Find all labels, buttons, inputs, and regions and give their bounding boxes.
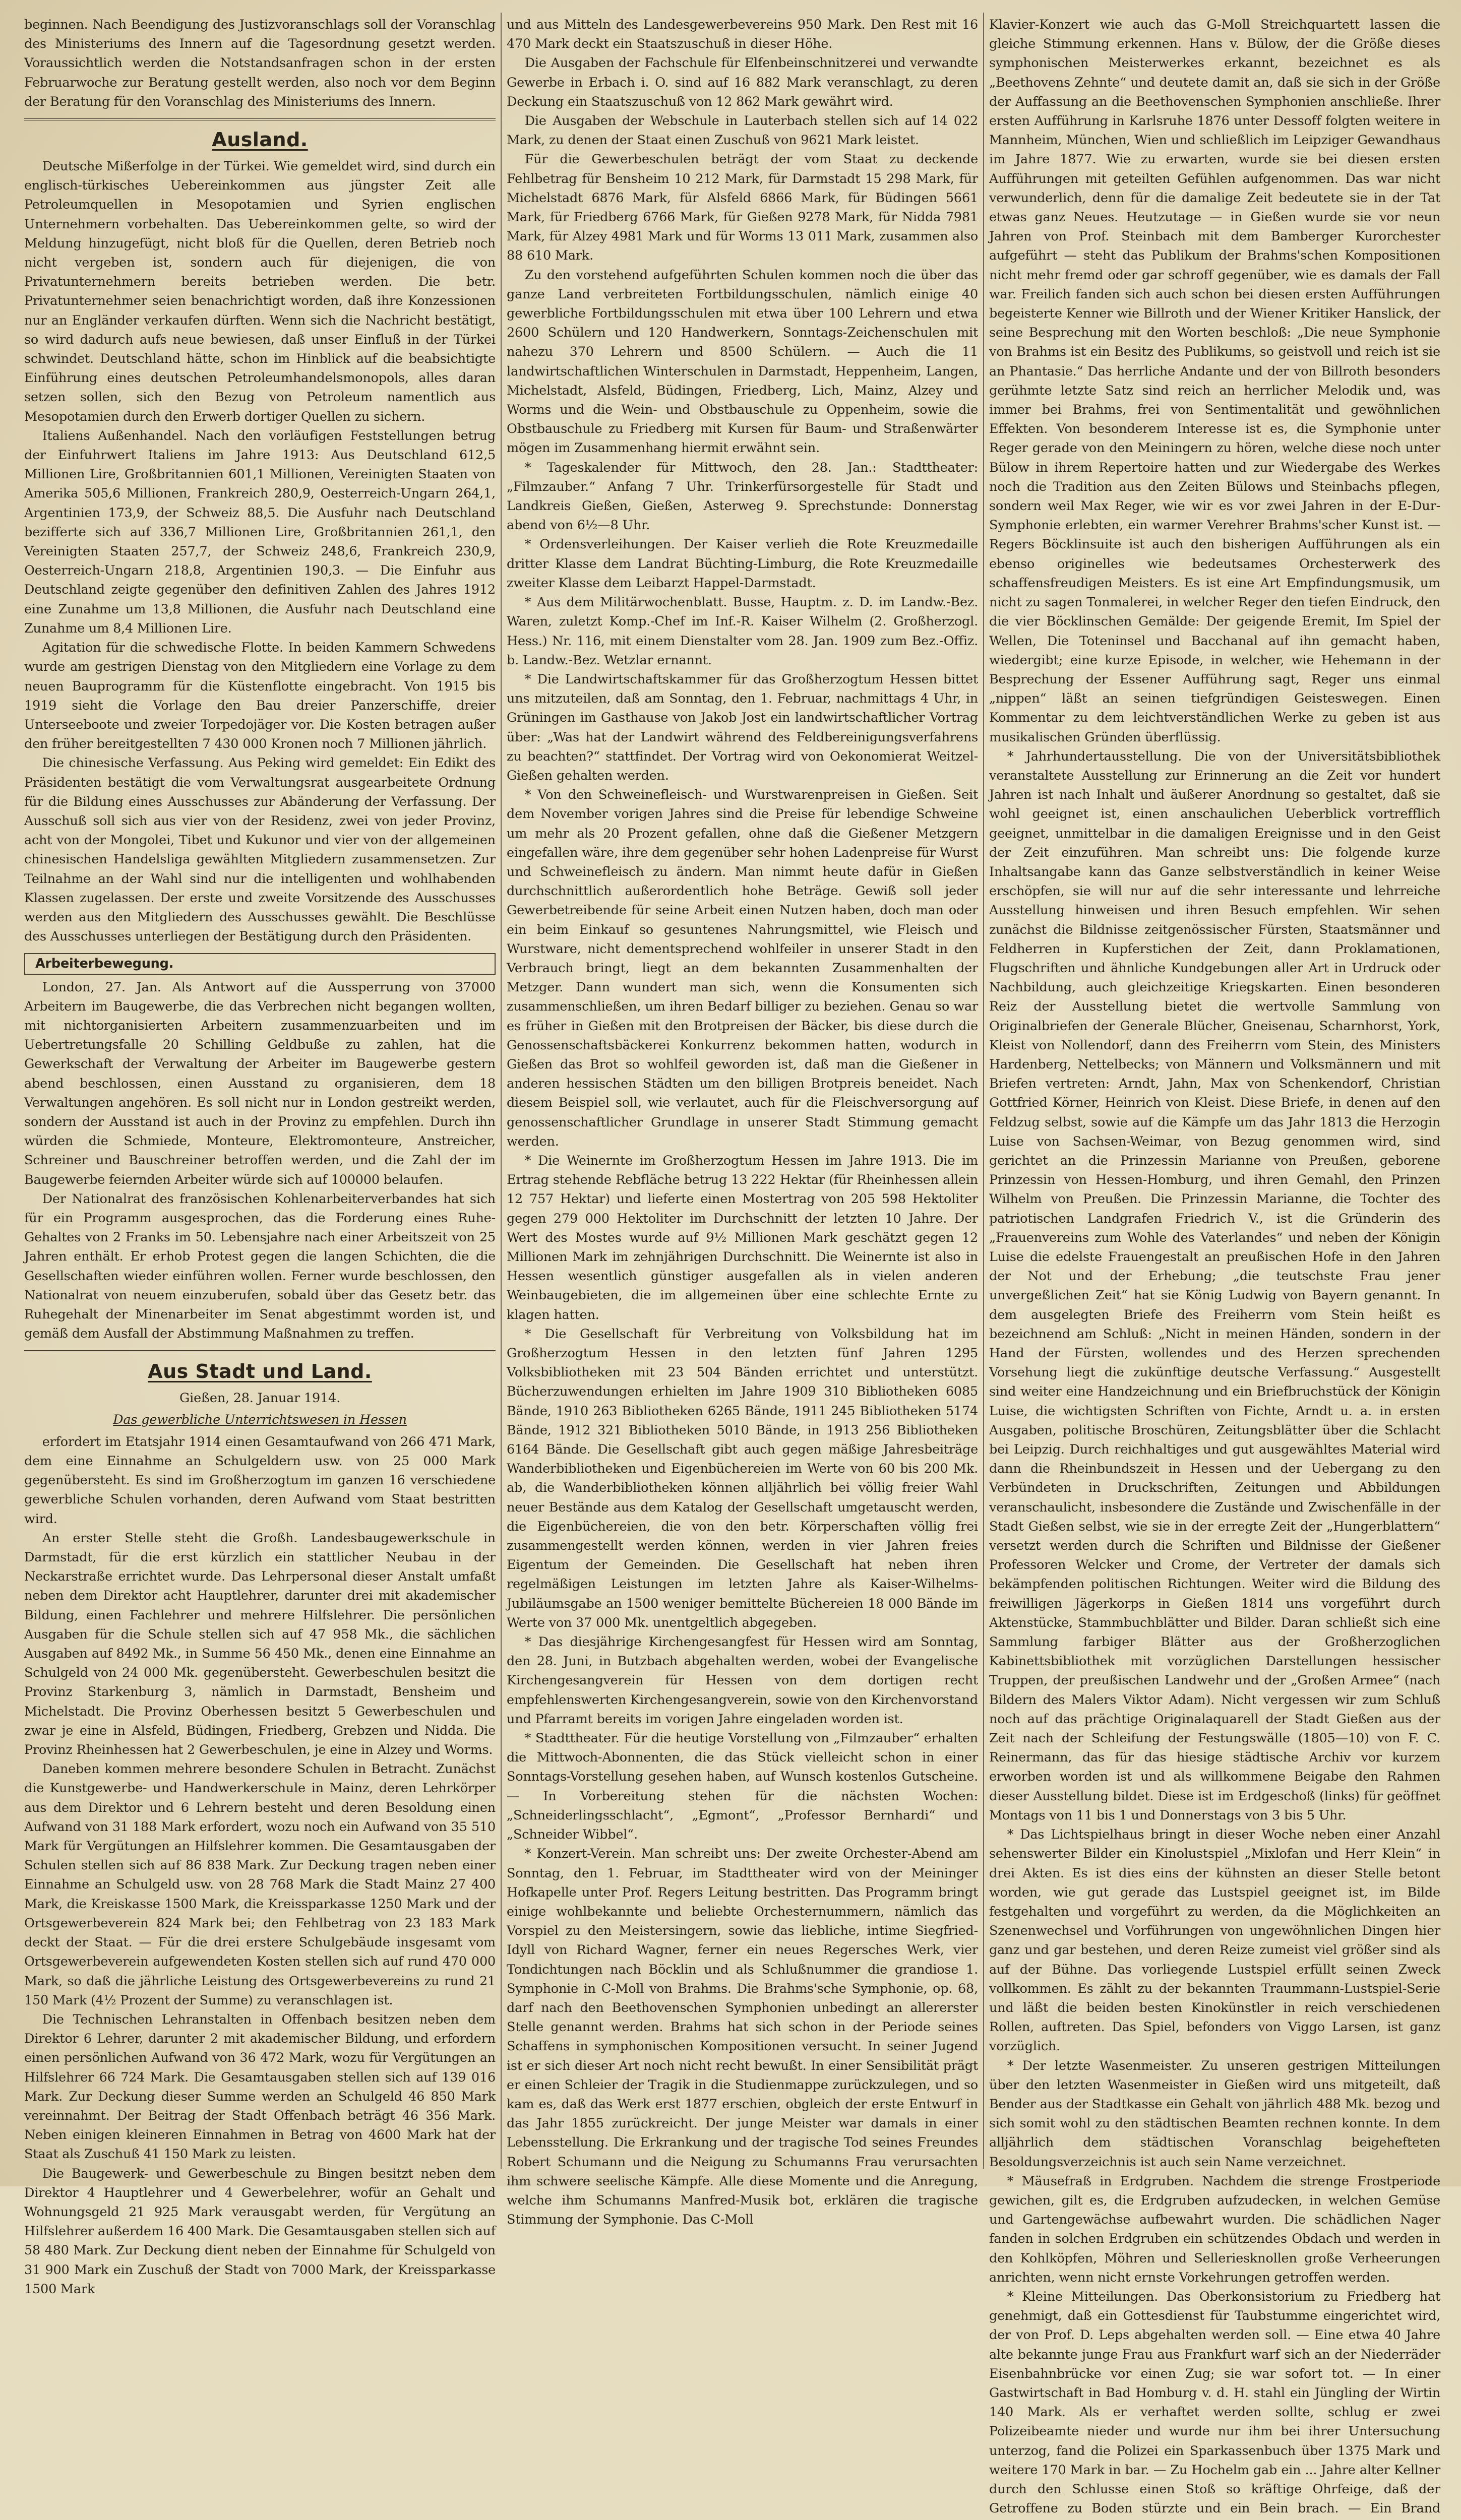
news-item: * Konzert-Verein. Man schreibt uns: Der zweite Orchester-Abend am Sonntag, den 1. Februar, im Stadttheater wird von der Meininger Hofkapelle unter Prof. Regers Leitung bestritten. Das Programm bringt einige wohlbekannte und beliebte Orchesternummern, nämlich das Vorspiel zu den Meistersingern, sowie das liebliche, intime Siegfried-Idyll von Richard Wagner, ferner ein neues Regersches Werk, vier Tondichtungen nach Böcklin und als Schlußnummer die grandiose 1. Symphonie in C-Moll von Brahms. Die Brahms'sche Symphonie, op. 68, darf nach den Beethovenschen Symphonien unbedingt an allererster Stelle genannt werden. Brahms hat sich schon in der Periode seines Schaffens in symphonischen Kompositionen versucht. In seiner Jugend ist er sich dieser Art noch nicht recht bewußt. In einer Sensibilität prägt er einen Schleier der Tragik in die Studienmappe zurückzulegen, und so kam es, daß das Werk erst 1877 erschien, obgleich der erste Entwurf in das Jahr 1855 zurückreicht. Der junge Meister war damals in einer Lebensstellung. Die Erkrankung und der tragische Tod seines Freundes Robert Schumann und die Neigung zu Schumanns Frau verursachten ihm schwere seelische Kämpfe. Alle diese Momente und die Anregung, welche ihm Schumanns Manfred-Musik bot, erklären die tragische Stimmung der Symphonie. Das C-Moll (507, 1846, 978, 2228)
article-text: beginnen. Nach Beendigung des Justizvoranschlags soll der Voranschlag des Ministeriums des Innern auf die Tagesordnung gesetzt werden. Voraussichtlich werden die Notstandsanfragen schon in der ersten Februarwoche zur Beratung gestellt werden, also noch vor dem Beginn der Beratung für den Voranschlag des Ministeriums des Innern. (24, 17, 496, 109)
news-item: * Die Weinernte im Großherzogtum Hessen im Jahre 1913. Die im Ertrag stehende Rebfläche betrug 13 222 Hektar (für Rheinhessen allein 12 757 Hektar) und lieferte einen Mostertrag von 205 598 Hektoliter gegen 279 000 Hektoliter im Durchschnitt der letzten 10 Jahre. Der Wert des Mostes wurde auf 9½ Millionen Mark geschätzt gegen 12 Millionen Mark im zehnjährigen Durchschnitt. Die Weinernte ist also in Hessen wesentlich günstiger ausgefallen als in vielen anderen Weinbaugebieten, die im allgemeinen über eine schlechte Ernte zu klagen hatten. (507, 1153, 978, 1322)
article-text: Für die Gewerbeschulen beträgt der vom Staat zu deckende Fehlbetrag für Bensheim 10 212 Mark, für Darmstadt 15 298 Mark, für Michelstadt 6876 Mark, für Alsfeld 6866 Mark, für Büdingen 5661 Mark, für Friedberg 6766 Mark, für Gießen 9278 Mark, für Nidda 7981 Mark, für Alzey 4981 Mark und für Worms 13 011 Mark, zusammen also 88 610 Mark. (507, 152, 978, 264)
dateline: Gießen, 28. Januar 1914. (179, 1391, 340, 1406)
news-item: * Jahrhundertausstellung. Die von der Universitätsbibliothek veranstaltete Ausstellung zur Erinnerung an die Zeit vor hundert Jahren ist nach Inhalt und äußerer Anordnung so gestaltet, daß sie wohl geeignet ist, einen anschaulichen Ueberblick vortrefflich geeignet, unmittelbar in die damaligen Ereignisse und in den Geist der Zeit einzuführen. Man schreibt uns: Die folgende kurze Inhaltsangabe kann das Ganze selbstverständlich in keiner Weise erschöpfen, sie will nur auf die sehr interessante und lehrreiche Ausstellung hinweisen und ihren Besuch empfehlen. Wir sehen zunächst die Bildnisse zeitgenössischer Fürsten, Staatsmänner und Feldherren in Kupferstichen der Zeit, dann Proklamationen, Flugschriften und ähnliche Kundgebungen aller Art in Urdruck oder Nachbildung, auch gleichzeitige Kriegskarten. Einen besonderen Reiz der Ausstellung bietet die wertvolle Sammlung von Originalbriefen der Generale Blücher, Gneisenau, Scharnhorst, York, Kleist von Nollendorf, dann des Freiherrn vom Stein, des Ministers Hardenberg, Nettelbecks; von Männern und Volksmännern und mit Briefen vertreten: Arndt, Jahn, Max von Schenkendorf, Christian Gottfried Körner, Heinrich von Kleist. Diese Briefe, in denen auf den Feldzug selbst, sowie auf die Kämpfe um das Jahr 1813 die Herzogin Luise von Sachsen-Weimar, von Bezug genommen wird, sind gerichtet an die Prinzessin Marianne von Preußen, geborene Prinzessin von Hessen-Homburg, und ihren Gemahl, den Prinzen Wilhelm von Preußen. Die Prinzessin Marianne, die Tochter des patriotischen Landgrafen Friedrich V., ist die Gründerin des „Frauenvereins zum Wohle des Vaterlandes“ und neben der Königin Luise die edelste Frauengestalt an preußischen Hofe in den Jahren der Not und der Erhebung; „die teutschste Frau jener unvergeßlichen Zeit“ hat sie König Ludwig von Bayern genannt. In dem ausgelegten Briefe des Freiherrn vom Stein heißt es bezeichnend am Schluß: „Nicht in meinen Händen, sondern in der Hand der Fürsten, wollendes und des Herzen sprechenden Vorsehung liegt die zukünftige deutsche Verfassung.“ Ausgestellt sind weiter eine Handzeichnung und ein Briefbruchstück der Königin Luise, die wichtigsten Schriften von Fichte, Arndt u. a. in ersten Ausgaben, politische Broschüren, Zeitungsblätter über die Schlacht bei Leipzig. Durch reichhaltiges und gut ausgewähltes Material wird dann die Rheinbundszeit in Hessen und der Uebergang zu den Verbündeten in Druckschriften, Zeitungen und Abbildungen veranschaulicht, insbesondere die Zustände und Zwischenfälle in der Stadt Gießen selbst, wie sie in der erregte Zeit der „Hungerblattern“ versetzt werden durch die Schriften und Bildnisse der Gießener Professoren Welcker und Crome, der Vertreter der damals sich bekämpfenden politischen Richtungen. Weiter wird die Bildung des freiwilligen Jägerkorps in Gießen 1814 uns vorgeführt durch Aktenstücke, Stammbuchblätter und Bilder. Daran schließt sich eine Sammlung farbiger Blätter aus der Großherzoglichen Kabinettsbibliothek mit vorzüglichen Darstellungen hessischer Truppen, der preußischen Landwehr und der „Großen Armee“ (nach Bildern des Malers Viktor Adam). Nicht vergessen wir zum Schluß noch auf das prächtige Originalaquarell der Stadt Gießen aus der Zeit nach der Schleifung der Festungswälle (1805—10) von F. C. Reinermann, das für das hiesige städtische Archiv vor kurzem erworben worden ist und als willkommene Beigabe den Rahmen dieser Ausstellung bildet. Diese ist im Erdgeschoß (links) für geöffnet Montags von 11 bis 1 und Donnerstags von 3 bis 5 Uhr. (989, 748, 1440, 1823)
article-text: Deutsche Mißerfolge in der Türkei. Wie gemeldet wird, sind durch ein englisch-türkisches Uebereinkommen aus jüngster Zeit alle Petroleumquellen in Mesopotamien und Syrien englischen Unternehmern vorbehalten. Das Uebereinkommen gelte, so wird der Meldung hinzugefügt, nicht bloß für die Quellen, deren Betrieb noch nicht vergeben ist, sondern auch für diejenigen, die von Privatunternehmern bereits betrieben werden. Die betr. Privatunternehmer seien benachrichtigt worden, daß ihre Konzessionen nur an Engländer verkaufen dürften. Wenn sich die Nachricht bestätigt, so wird dadurch aufs neue bewiesen, daß unser Einfluß in der Türkei schwindet. Deutschland hätte, schon im Hinblick auf die beabsichtigte Einführung eines deutschen Petroleumhandelsmonopols, alles daran setzen sollen, sich den Bezug von Petroleum namentlich aus Mesopotamien durch den Erwerb dortiger Quellen zu sichern. (24, 159, 496, 424)
news-item: * Stadttheater. Für die heutige Vorstellung von „Filmzauber“ erhalten die Mittwoch-Abonnenten, die das Stück vielleicht schon in einer Sonntags-Vorstellung gesehen haben, auf Wunsch kostenlos Gutscheine. — In Vorbereitung stehen für die nächsten Wochen: „Schneiderlingsschlacht“, „Egmont“, „Professor Bernhardi“ und „Schneider Wibbel“. (507, 1731, 978, 1843)
column-2 (507, 15, 978, 2228)
news-item: * Die Gesellschaft für Verbreitung von Volksbildung hat im Großherzogtum Hessen in den letzten fünf Jahren 1295 Volksbibliotheken mit 23 504 Bänden errichtet und unterstützt. Bücherzuwendungen erhielten im Jahre 1909 310 Bibliotheken 6085 Bände, 1910 263 Bibliotheken 6265 Bände, 1911 245 Bibliotheken 5174 Bände, 1912 321 Bibliotheken 5010 Bände, in 1913 256 Bibliotheken 6164 Bände. Die Gesellschaft gibt auch gegen mäßige Jahresbeiträge Wanderbibliotheken und Eigenbüchereien im Werte von 60 bis 200 Mk. ab, die Wanderbibliotheken können alljährlich bei völlig freier Wahl neuer Bestände aus dem Katalog der Gesellschaft umgetauscht werden, die Eigenbüchereien, die von den betr. Körperschaften völlig frei zusammengestellt werden können, werden in vier Jahren freies Eigentum der Gemeinden. Die Gesellschaft hat neben ihren regelmäßigen Leistungen im letzten Jahre als Kaiser-Wilhelms-Jubiläumsgabe an 1500 weniger bemittelte Büchereien 18 000 Bände im Werte von 37 000 Mk. unentgeltlich abgegeben. (507, 1326, 978, 1630)
section-heading-stadt-und-land: Aus Stadt und Land. (148, 1360, 372, 1383)
news-item: * Ordensverleihungen. Der Kaiser verlieh die Rote Kreuzmedaille dritter Klasse dem Landrat Büchting-Limburg, die Rote Kreuzmedaille zweiter Klasse dem Leibarzt Happel-Darmstadt. (507, 537, 978, 591)
article-text: und aus Mitteln des Landesgewerbevereins 950 Mark. Den Rest mit 16 470 Mark deckt ein Staatszuschuß in dieser Höhe. (507, 17, 978, 52)
article-text: Die Ausgaben der Fachschule für Elfenbeinschnitzerei und verwandte Gewerbe in Erbach i. O. sind auf 16 882 Mark veranschlagt, zu deren Deckung ein Staatszuschuß von 12 862 Mark gewährt wird. (507, 55, 978, 109)
news-item: * Von den Schweinefleisch- und Wurstwarenpreisen in Gießen. Seit dem November vorigen Jahres sind die Preise für lebendige Schweine um mehr als 20 Prozent gefallen, ohne daß die Gießener Metzgern eingefallen wäre, ihre dem gegenüber sehr hohen Ladenpreise für Wurst und Schweinefleisch zu ändern. Man nimmt heute dafür in Gießen durchschnittlich außerordentlich hohe Beträge. Gewiß soll jeder Gewerbetreibende für seine Arbeit einen Nutzen haben, doch man oder ein beim Einkauf so gesuntenes Nahrungsmittel, wie Fleisch und Wurstware, nicht dementsprechend wohlfeiler in unserer Stadt in den Verbrauch bringt, liegt an dem bekannten Zusammenhalten der Metzger. Dann wundert man sich, wenn die Konsumenten sich zusammenschließen, um ihren Bedarf billiger zu beziehen. Genau so war es früher in Gießen mit den Brotpreisen der Bäcker, bis diese durch die Genossenschaftsbäckerei Konkurrenz bekommen hatten, wodurch in Gießen das Brot so wohlfeil geworden ist, daß man die Gießener in anderen hessischen Städten um den billigen Brotpreis beneidet. Nach diesem Beispiel soll, wie verlautet, auch für die Fleischversorgung auf genossenschaftlicher Grundlage in unserer Stadt Stimmung gemacht werden. (507, 787, 978, 1149)
article-text: London, 27. Jan. Als Antwort auf die Aussperrung von 37000 Arbeitern im Baugewerbe, die das Verbrechen nicht begangen wollten, mit nichtorganisierten Arbeitern zusammenzuarbeiten und im Uebertretungsfalle 20 Schilling Geldbuße zu zahlen, hat die Gewerkschaft der Verwaltung der Arbeiter im Baugewerbe gestern abend beschlossen, einen Ausstand zu organisieren, dem 18 Verwaltungen angehören. Es soll nicht nur in London gestreikt werden, sondern der Ausstand ist auch in der Provinz zu empfehlen. Durch ihn würden die Schmiede, Monteure, Elektromonteure, Anstreicher, Schreiner und Bauschreiner betroffen werden, und die Zahl der im Baugewerbe feiernden Arbeiter würde sich auf 100000 belaufen. (24, 979, 496, 1187)
article-text: Die Ausgaben der Webschule in Lauterbach stellen sich auf 14 022 Mark, zu denen der Staat einen Zuschuß von 9621 Mark leistet. (507, 113, 978, 148)
article-text: Der Nationalrat des französischen Kohlenarbeiterverbandes hat sich für ein Programm ausgesprochen, das die Forderung eines Ruhe-Gehaltes von 2 Franks im 50. Lebensjahre nach einer Arbeitszeit von 25 Jahren enthält. Er erhob Protest gegen die langen Schichten, die die Gesellschaften wieder einführen wollen. Ferner wurde beschlossen, den Nationalrat von neuem einzuberufen, sobald über das Gesetz betr. das Ruhegehalt der Minenarbeiter im Senat abgestimmt worden ist, und gemäß dem Ausfall der Abstimmung Maßnahmen zu treffen. (24, 1191, 496, 1342)
column-rule-1 (501, 13, 502, 2169)
news-item: * Die Landwirtschaftskammer für das Großherzogtum Hessen bittet uns mitzuteilen, daß am Sonntag, den 1. Februar, nachmittags 4 Uhr, in Grüningen im Gasthause von Jakob Jost ein landwirtschaftlicher Vortrag über: „Was hat der Landwirt während des Feldbereinigungsverfahrens zu beachten?“ stattfindet. Der Vortrag wird von Oekonomierat Weitzel-Gießen gehalten werden. (507, 671, 978, 783)
news-item: * Der letzte Wasenmeister. Zu unseren gestrigen Mitteilungen über den letzten Wasenmeister in Gießen wird uns mitgeteilt, daß Bender aus der Stadtkasse ein Gehalt von jährlich 488 Mk. bezog und sich somit wohl zu den städtischen Beamten rechnen konnte. In dem alljährlich dem städtischen Voranschlag beigehefteten Besoldungsverzeichnis ist auch sein Name verzeichnet. (989, 2058, 1440, 2170)
article-text: Italiens Außenhandel. Nach den vorläufigen Feststellungen betrug der Einfuhrwert Italiens im Jahre 1913: Aus Deutschland 612,5 Millionen Lire, Großbritannien 601,1 Millionen, Vereinigten Staaten von Amerika 505,6 Millionen, Frankreich 280,9, Oesterreich-Ungarn 264,1, Argentinien 173,9, der Schweiz 88,5. Die Ausfuhr nach Deutschland bezifferte sich auf 336,7 Millionen Lire, Großbritannien 261,1, den Vereinigten Staaten 257,7, der Schweiz 248,6, Frankreich 230,9, Oesterreich-Ungarn 218,8, Argentinien 190,3. — Die Einfuhr aus Deutschland zeigte gegenüber den definitiven Zahlen des Jahres 1912 eine Zunahme um 13,8 Millionen, die Ausfuhr nach Deutschland eine Zunahme um 8,4 Millionen Lire. (24, 428, 496, 636)
column-rule-2 (983, 13, 984, 2169)
news-item: * Das Lichtspielhaus bringt in dieser Woche neben einer Anzahl sehenswerter Bilder ein Kinolustspiel „Mixlofan und Herr Klein“ in drei Akten. Es ist dies eins der kühnsten an dieser Stelle betont worden, wie gut gerade das Lustspiel geeignet ist, im Bilde festgehalten und vorgeführt zu werden, da die Möglichkeiten an Szenenwechsel und Vorführungen von ungewöhnlichen Dingen hier ganz und gar bestehen, und deren Reize zumeist viel größer sind als auf der Bühne. Das vorliegende Lustspiel erfüllt seinen Zweck vollkommen. Es zählt zu der bekannten Traummann-Lustspiel-Serie und läßt die beiden besten Kinokünstler in reich verschiedenen Rollen, auftreten. Das Spiel, befonders von Viggo Larsen, ist ganz vorzüglich. (989, 1827, 1440, 2054)
article-text: Agitation für die schwedische Flotte. In beiden Kammern Schwedens wurde am gestrigen Dienstag von den Mitgliedern eine Vorlage zu dem neuen Bauprogramm für die Küstenflotte eingebracht. Von 1915 bis 1919 sieht die Vorlage den Bau dreier Panzerschiffe, dreier Unterseeboote und zweier Torpedojäger vor. Die Kosten betragen außer den früher bereitgestellten 7 430 000 Kronen noch 7 Millionen jährlich. (24, 640, 496, 752)
section-divider (24, 1350, 496, 1352)
column-1 (24, 15, 496, 2297)
section-divider (24, 118, 496, 120)
article-text: An erster Stelle steht die Großh. Landesbaugewerkschule in Darmstadt, für die erst kürzlich ein stattlicher Neubau in der Neckarstraße errichtet wurde. Das Lehrpersonal dieser Anstalt umfaßt neben dem Direktor acht Hauptlehrer, darunter drei mit akademischer Bildung, einen Fachlehrer und mehrere Hilfslehrer. Die persönlichen Ausgaben für die Schule stellen sich auf 47 958 Mk., die sächlichen Ausgaben auf 8492 Mk., in Summe 56 450 Mk., denen eine Einnahme an Schulgeld von 24 000 Mk. gegenübersteht. Gewerbeschulen besitzt die Provinz Starkenburg 3, nämlich in Darmstadt, Bensheim und Michelstadt. Die Provinz Oberhessen besitzt 5 Gewerbeschulen und zwar je eine in Alsfeld, Büdingen, Friedberg, Grebzen und Nidda. Die Provinz Rheinhessen hat 2 Gewerbeschulen, je eine in Alzey und Worms. (24, 1530, 496, 1758)
article-text: Daneben kommen mehrere besondere Schulen in Betracht. Zunächst die Kunstgewerbe- und Handwerkerschule in Mainz, deren Lehrkörper aus dem Direktor und 6 Lehrern besteht und deren Besoldung einen Aufwand von 31 188 Mark erfordert, wozu noch ein Aufwand von 35 510 Mark für Vergütungen an Hilfslehrer kommen. Die Gesamtausgaben der Schulen stellen sich auf 86 838 Mark. Zur Deckung tragen neben einer Einnahme an Schulgeld usw. von 28 768 Mark die Stadt Mainz 27 400 Mark, die Kreiskasse 1500 Mark, die Kreissparkasse 1250 Mark und der Ortsgewerbeverein 824 Mark bei; den Fehlbetrag von 23 183 Mark deckt der Staat. — Für die drei erstere Schulgebäude insgesamt vom Ortsgewerbeverein aufgewendeten Kosten stellen sich auf rund 470 000 Mark, so daß die jährliche Leistung des Ortsgewerbevereins zu rund 21 150 Mark (4½ Prozent der Summe) zu veranschlagen ist. (24, 1761, 496, 2008)
article-subheading: Das gewerbliche Unterrichtswesen in Hessen (113, 1412, 407, 1427)
article-text: Die Technischen Lehranstalten in Offenbach besitzen neben dem Direktor 6 Lehrer, darunter 2 mit akademischer Bildung, und erfordern einen persönlichen Aufwand von 36 472 Mark, wozu für Vergütungen an Hilfslehrer 66 724 Mark. Die Gesamtausgaben stellen sich auf 139 016 Mark. Zur Deckung dieser Summe werden an Schulgeld 46 850 Mark vereinnahmt. Der Beitrag der Stadt Offenbach beträgt 46 356 Mark. Neben einigen kleineren Einnahmen in Betrag von 4600 Mark hat der Staat als Zuschuß 41 150 Mark zu leisten. (24, 2011, 496, 2162)
news-item: * Aus dem Militärwochenblatt. Busse, Hauptm. z. D. im Landw.-Bez. Waren, zuletzt Komp.-Chef im Inf.-R. Kaiser Wilhelm (2. Großherzogl. Hess.) Nr. 116, mit einem Dienstalter vom 28. Jan. 1909 zum Bez.-Offiz. b. Landw.-Bez. Wetzlar ernannt. (507, 595, 978, 668)
article-text: Klavier-Konzert wie auch das G-Moll Streichquartett lassen die gleiche Stimmung erkennen. Hans v. Bülow, der die Größe dieses symphonischen Meisterwerkes erkannt, bezeichnet es als „Beethovens Zehnte“ und deutete damit an, daß sie sich in der Größe der Auffassung an die Beethovenschen Symphonien anschließe. Ihrer ersten Aufführung in Karlsruhe 1876 unter Dessoff folgten weitere in Mannheim, München, Wien und schließlich im Leipziger Gewandhaus im Jahre 1877. Wie zu erwarten, wurde sie bei diesen ersten Aufführungen mit geteilten Gefühlen aufgenommen. Das war nicht verwunderlich, denn für die damalige Zeit bedeutete sie in der Tat etwas ganz Neues. Heutzutage — in Gießen wurde sie vor neun Jahren von Prof. Steinbach mit dem Bamberger Kurorchester aufgeführt — steht das Publikum der Brahms'schen Kompositionen nicht mehr fremd oder gar schroff gegenüber, wie es damals der Fall war. Freilich fanden sich auch schon bei diesen ersten Aufführungen begeisterte Kenner wie Billroth und der Wiener Kritiker Hanslick, der seine Besprechung mit den Worten beschloß: „Die neue Symphonie von Brahms ist ein Besitz des Publikums, so geistvoll und reich ist sie an Phantasie.“ Das herrliche Andante und der von Billroth besonders gerühmte letzte Satz sind reich an herrlicher Melodik und, was immer bei Brahms, frei von Sentimentalität und gewöhnlichen Effekten. Von besonderem Interesse ist es, die Symphonie unter Reger gerade von den Meiningern zu hören, welche diese noch unter Bülow in ihrem Repertoire hatten und zur Wiedergabe des Werkes noch die Tradition aus den Zeiten Bülows und Steinbachs pflegen, sondern weil Max Reger, wie wir es vor zwei Jahren in der E-Dur-Symphonie erlebten, ein warmer Verehrer Brahms'scher Kunst ist. — Regers Böcklinsuite ist auch den bisherigen Aufführungen als ein ebenso originelles wie bedeutsames Orchesterwerk des schaffensfreudigen Meisters. Es ist eine Art Empfindungsmusik, um nicht zu sagen Tonmalerei, in welcher Reger den tiefen Eindruck, den die vier Böcklinschen Gemälde: Der geigende Eremit, Im Spiel der Wellen, Die Toteninsel und Bacchanal auf ihn gemacht haben, wiedergibt; eine kurze Episode, in welcher, wie Hehemann in der Besprechung der Essener Aufführung sagt, Reger uns einmal „nippen“ läßt an seinen tiefgründigen Geisteswegen. Einen Kommentar zu dem leichtverständlichen Werke zu geben ist aus musikalischen Gründen überflüssig. (989, 17, 1440, 745)
section-heading-arbeiterbewegung: Arbeiterbewegung. (24, 953, 496, 974)
news-item: * Das diesjährige Kirchengesangfest für Hessen wird am Sonntag, den 28. Juni, in Butzbach abgehalten werden, wobei der Evangelische Kirchengesangverein für Hessen von dem dortigen recht empfehlenswerten Kirchengesangverein, sowie von den Kirchenvorstand und Pfarramt bereits im vorigen Jahre eingeladen worden ist. (507, 1634, 978, 1727)
news-item: * Tageskalender für Mittwoch, den 28. Jan.: Stadttheater: „Filmzauber.“ Anfang 7 Uhr. Trinkerfürsorgestelle für Stadt und Landkreis Gießen, Gießen, Asterweg 9. Sprechstunde: Donnerstag abend von 6½—8 Uhr. (507, 460, 978, 533)
news-item: * Kleine Mitteilungen. Das Oberkonsistorium zu Friedberg hat genehmigt, daß ein Gottesdienst für Taubstumme eingerichtet wird, der von Prof. D. Leps abgehalten werden soll. — Eine etwa 40 Jahre alte bekannte junge Frau aus Frankfurt warf sich an der Niederräder Eisenbahnbrücke vor einen Zug; sie war sofort tot. — In einer Gastwirtschaft in Bad Homburg v. d. H. stahl ein Jüngling der Wirtin 140 Mark. Als er verhaftet werden sollte, schlug er zwei Polizeibeamte nieder und wurde nur ihm bei ihrer Untersuchung unterzog, fand die Polizei ein Sparkassenbuch über 1375 Mark und weitere 170 Mark in bar. — Zu Hochelm gab ein ... Jahre alter Kellner durch den Schlusse einen Stoß so kräftige Ohrfeige, daß der Getroffene zu Boden stürzte und ein Bein brach. — Ein Brand (989, 2289, 1440, 2516)
article-text: Zu den vorstehend aufgeführten Schulen kommen noch die über das ganze Land verbreiteten Fortbildungsschulen, nämlich einige 40 gewerbliche Fortbildungsschulen mit etwa über 100 Lehrern und etwa 2600 Schülern und 120 Handwerkern, Sonntags-Zeichenschulen mit nahezu 370 Lehrern und 8500 Schülern. — Auch die 11 landwirtschaftlichen Winterschulen in Darmstadt, Heppenheim, Langen, Michelstadt, Alsfeld, Büdingen, Friedberg, Lich, Mainz, Alzey und Worms und die Wein- und Obstbauschule zu Oppenheim, sowie die Obstbauschule zu Friedberg mit Kursen für Baum- und Straßenwärter mögen im Zusammenhang hiermit erwähnt sein. (507, 267, 978, 456)
column-3 (989, 15, 1440, 2516)
article-text: erfordert im Etatsjahr 1914 einen Gesamtaufwand von 266 471 Mark, dem eine Einnahme an Schulgeldern usw. von 25 000 Mark gegenübersteht. Es sind im Großherzogtum im ganzen 16 verschiedene gewerbliche Schulen vorhanden, deren Aufwand vom Staat bestritten wird. (24, 1434, 496, 1527)
news-item: * Mäusefraß in Erdgruben. Nachdem die strenge Frostperiode gewichen, gilt es, die Erdgruben aufzudecken, in welchen Gemüse und Gartengewächse aufbewahrt wurden. Die schädlichen Nager fanden in solchen Erdgruben ein schützendes Obdach und werden in den Kohlköpfen, Möhren und Selleriesknollen große Verheerungen anrichten, wenn nicht ernste Vorkehrungen getroffen werden. (989, 2173, 1440, 2285)
section-heading-ausland: Ausland. (212, 129, 308, 151)
article-text: Die chinesische Verfassung. Aus Peking wird gemeldet: Ein Edikt des Präsidenten bestätigt die vom Verwaltungsrat ausgearbeitete Ordnung für die Bildung eines Ausschusses zur Abänderung der Verfassung. Der Ausschuß soll sich aus vier von der Residenz, zwei von jeder Provinz, acht von der Mongolei, Tibet und Kukunor und vier von der allgemeinen chinesischen Handelsliga gewählten Mitgliedern zusammensetzen. Zur Teilnahme an der Wahl sind nur die intelligenten und wohlhabenden Klassen zugelassen. Der erste und zweite Vorsitzende des Ausschusses werden aus den Mitgliedern des Ausschusses gewählt. Die Beschlüsse des Ausschusses unterliegen der Bestätigung durch den Präsidenten. (24, 755, 496, 944)
article-text: Die Baugewerk- und Gewerbeschule zu Bingen besitzt neben dem Direktor 4 Hauptlehrer und 4 Gewerbelehrer, wofür an Gehalt und Wohnungsgeld 21 925 Mark verausgabt werden, für Vergütung an Hilfslehrer außerdem 16 400 Mark. Die Gesamtausgaben stellen sich auf 58 480 Mark. Zur Deckung dient neben der Einnahme für Schulgeld von 31 900 Mark ein Zuschuß der Stadt von 7000 Mark, der Kreissparkasse 1500 Mark (24, 2166, 496, 2297)
